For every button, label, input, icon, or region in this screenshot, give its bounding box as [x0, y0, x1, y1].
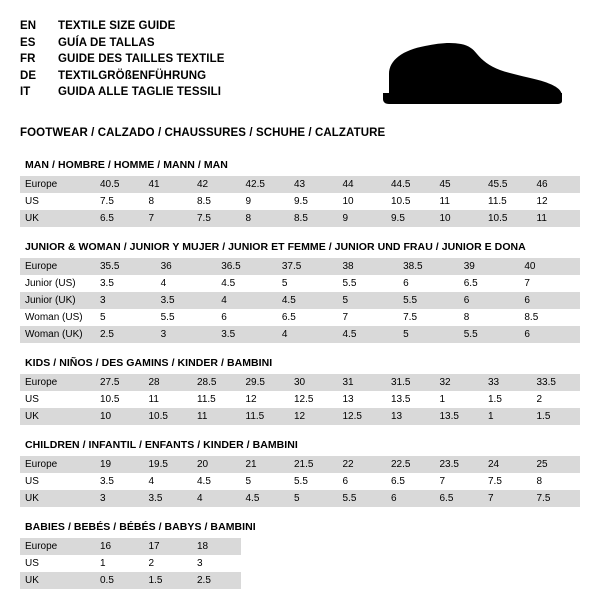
row-label: US	[20, 473, 95, 490]
cell: 16	[95, 538, 144, 555]
cell: 5.5	[289, 473, 338, 490]
cell: 4	[277, 326, 338, 343]
cell: 2	[532, 391, 581, 408]
cell: 6.5	[277, 309, 338, 326]
cell: 22.5	[386, 456, 435, 473]
table-row	[20, 456, 580, 473]
cell: 35.5	[95, 258, 156, 275]
cell: 6	[216, 309, 277, 326]
cell: 3.5	[144, 490, 193, 507]
cell: 22	[338, 456, 387, 473]
cell: 13.5	[435, 408, 484, 425]
cell: 3	[156, 326, 217, 343]
table-row	[20, 391, 580, 408]
cell: 44	[338, 176, 387, 193]
cell: 0.5	[95, 572, 144, 589]
cell: 1	[483, 408, 532, 425]
language-title: TEXTILE SIZE GUIDE	[58, 20, 176, 32]
cell-empty	[241, 572, 290, 589]
cell: 13	[338, 391, 387, 408]
cell-empty	[435, 538, 484, 555]
cell: 45	[435, 176, 484, 193]
row-label: Woman (US)	[20, 309, 95, 326]
cell: 10.5	[386, 193, 435, 210]
cell: 9	[338, 210, 387, 227]
cell: 3	[95, 490, 144, 507]
table-row	[20, 473, 580, 490]
cell: 38.5	[398, 258, 459, 275]
cell: 5	[338, 292, 399, 309]
cell: 5	[289, 490, 338, 507]
cell-empty	[289, 555, 338, 572]
cell: 5.5	[156, 309, 217, 326]
cell: 23.5	[435, 456, 484, 473]
cell-empty	[338, 572, 387, 589]
cell: 20	[192, 456, 241, 473]
cell: 40.5	[95, 176, 144, 193]
cell: 3.5	[95, 473, 144, 490]
cell: 8	[144, 193, 193, 210]
row-label: Europe	[20, 258, 95, 275]
cell: 6.5	[435, 490, 484, 507]
row-label: US	[20, 555, 95, 572]
cell: 3.5	[156, 292, 217, 309]
cell: 29.5	[241, 374, 290, 391]
row-label: US	[20, 193, 95, 210]
cell-empty	[386, 555, 435, 572]
cell: 2.5	[95, 326, 156, 343]
cell: 1.5	[532, 408, 581, 425]
table-row	[20, 292, 580, 309]
spacer	[20, 507, 580, 521]
cell: 6.5	[95, 210, 144, 227]
cell: 4.5	[241, 490, 290, 507]
table-row	[20, 193, 580, 210]
cell: 3.5	[216, 326, 277, 343]
cell: 4	[144, 473, 193, 490]
language-row	[20, 51, 225, 68]
cell: 7.5	[398, 309, 459, 326]
size-table-babies	[20, 538, 580, 589]
category-title: FOOTWEAR / CALZADO / CHAUSSURES / SCHUHE / CALZATURE	[20, 127, 386, 139]
cell: 8.5	[289, 210, 338, 227]
cell: 4	[192, 490, 241, 507]
cell: 43	[289, 176, 338, 193]
section-title: KIDS / NIÑOS / DES GAMINS / KINDER / BAMBINI	[25, 357, 273, 369]
section-title: MAN / HOMBRE / HOMME / MANN / MAN	[25, 159, 228, 171]
cell: 8	[241, 210, 290, 227]
cell: 10	[435, 210, 484, 227]
table-row	[20, 490, 580, 507]
cell-empty	[386, 538, 435, 555]
cell: 30	[289, 374, 338, 391]
table-row	[20, 408, 580, 425]
cell: 6	[459, 292, 520, 309]
size-table-children	[20, 456, 580, 507]
cell: 3.5	[95, 275, 156, 292]
row-label: Europe	[20, 538, 95, 555]
table-row	[20, 176, 580, 193]
cell: 11	[532, 210, 581, 227]
cell-empty	[289, 572, 338, 589]
cell: 21.5	[289, 456, 338, 473]
cell: 4.5	[338, 326, 399, 343]
cell: 5.5	[338, 490, 387, 507]
cell: 6.5	[386, 473, 435, 490]
cell: 12.5	[289, 391, 338, 408]
cell: 21	[241, 456, 290, 473]
cell: 13	[386, 408, 435, 425]
language-title: GUIDA ALLE TAGLIE TESSILI	[58, 86, 222, 98]
cell: 41	[144, 176, 193, 193]
size-table-junior-woman	[20, 258, 580, 343]
cell-empty	[532, 555, 581, 572]
row-label: UK	[20, 210, 95, 227]
cell: 12	[289, 408, 338, 425]
cell: 6	[386, 490, 435, 507]
cell: 10.5	[483, 210, 532, 227]
cell: 5	[398, 326, 459, 343]
size-table-man	[20, 176, 580, 227]
cell-empty	[483, 538, 532, 555]
cell: 44.5	[386, 176, 435, 193]
cell: 11	[144, 391, 193, 408]
cell: 7	[435, 473, 484, 490]
language-code: IT	[20, 86, 31, 98]
cell: 6	[338, 473, 387, 490]
cell: 7	[144, 210, 193, 227]
header	[20, 18, 580, 110]
cell: 32	[435, 374, 484, 391]
dress-shoe-icon	[381, 30, 566, 110]
cell-empty	[241, 538, 290, 555]
cell: 7	[519, 275, 580, 292]
cell: 10.5	[144, 408, 193, 425]
cell: 31	[338, 374, 387, 391]
cell: 5.5	[338, 275, 399, 292]
language-code: DE	[20, 69, 37, 82]
cell: 37.5	[277, 258, 338, 275]
cell: 28	[144, 374, 193, 391]
cell: 17	[144, 538, 193, 555]
table-row	[20, 258, 580, 275]
cell: 12	[241, 391, 290, 408]
cell: 36	[156, 258, 217, 275]
cell: 40	[519, 258, 580, 275]
table-row	[20, 555, 580, 572]
cell: 7.5	[192, 210, 241, 227]
spacer	[20, 425, 580, 439]
cell: 31.5	[386, 374, 435, 391]
cell: 8.5	[519, 309, 580, 326]
cell: 7.5	[532, 490, 581, 507]
cell: 2	[144, 555, 193, 572]
cell: 5	[241, 473, 290, 490]
cell: 42.5	[241, 176, 290, 193]
cell: 11.5	[241, 408, 290, 425]
row-label: US	[20, 391, 95, 408]
language-row	[20, 84, 225, 101]
table-row	[20, 309, 580, 326]
cell: 3	[192, 555, 241, 572]
cell: 33.5	[532, 374, 581, 391]
cell: 1	[95, 555, 144, 572]
cell: 46	[532, 176, 581, 193]
cell: 19.5	[144, 456, 193, 473]
cell: 10.5	[95, 391, 144, 408]
cell-empty	[338, 538, 387, 555]
cell: 4	[216, 292, 277, 309]
section-title: BABIES / BEBÉS / BÉBÉS / BABYS / BAMBINI	[25, 521, 256, 533]
table-row	[20, 374, 580, 391]
cell: 7	[338, 309, 399, 326]
cell: 6	[519, 326, 580, 343]
table-row	[20, 326, 580, 343]
row-label: UK	[20, 408, 95, 425]
language-title: GUIDE DES TAILLES TEXTILE	[58, 53, 225, 65]
cell: 11.5	[483, 193, 532, 210]
language-list	[20, 18, 225, 101]
cell: 36.5	[216, 258, 277, 275]
cell: 8	[532, 473, 581, 490]
language-row	[20, 18, 225, 35]
cell: 19	[95, 456, 144, 473]
cell: 5	[277, 275, 338, 292]
cell-empty	[386, 572, 435, 589]
cell: 11	[435, 193, 484, 210]
cell: 4	[156, 275, 217, 292]
cell: 11	[192, 408, 241, 425]
cell: 12.5	[338, 408, 387, 425]
row-label: Europe	[20, 456, 95, 473]
section-kids	[20, 357, 580, 425]
cell-empty	[532, 538, 581, 555]
section-title: JUNIOR & WOMAN / JUNIOR Y MUJER / JUNIOR ET FEMME / JUNIOR UND FRAU / JUNIOR E DONA	[25, 241, 526, 253]
language-code: EN	[20, 20, 37, 32]
cell: 4.5	[277, 292, 338, 309]
cell: 9.5	[289, 193, 338, 210]
cell: 1.5	[144, 572, 193, 589]
row-label: Junior (US)	[20, 275, 95, 292]
cell: 28.5	[192, 374, 241, 391]
row-label: Europe	[20, 176, 95, 193]
cell: 7	[483, 490, 532, 507]
section-man	[20, 159, 580, 227]
section-children	[20, 439, 580, 507]
language-code: FR	[20, 53, 36, 65]
cell: 18	[192, 538, 241, 555]
language-title: TEXTILGRÖßENFÜHRUNG	[58, 69, 207, 82]
cell: 9	[241, 193, 290, 210]
cell: 5.5	[459, 326, 520, 343]
section-babies	[20, 521, 580, 589]
cell: 39	[459, 258, 520, 275]
cell: 6	[519, 292, 580, 309]
language-row	[20, 68, 225, 85]
cell-empty	[338, 555, 387, 572]
row-label: Junior (UK)	[20, 292, 95, 309]
cell: 6	[398, 275, 459, 292]
cell: 27.5	[95, 374, 144, 391]
cell: 8	[459, 309, 520, 326]
language-code: ES	[20, 36, 36, 49]
cell: 1.5	[483, 391, 532, 408]
table-row	[20, 538, 580, 555]
cell: 24	[483, 456, 532, 473]
cell: 13.5	[386, 391, 435, 408]
section-junior-woman	[20, 241, 580, 343]
spacer	[20, 139, 580, 159]
size-table-kids	[20, 374, 580, 425]
language-title: GUÍA DE TALLAS	[58, 36, 155, 49]
cell: 10	[338, 193, 387, 210]
cell: 42	[192, 176, 241, 193]
cell: 1	[435, 391, 484, 408]
cell-empty	[241, 555, 290, 572]
cell-empty	[435, 572, 484, 589]
cell: 38	[338, 258, 399, 275]
row-label: Woman (UK)	[20, 326, 95, 343]
cell: 11.5	[192, 391, 241, 408]
cell: 3	[95, 292, 156, 309]
table-row	[20, 572, 580, 589]
cell-empty	[289, 538, 338, 555]
table-row	[20, 210, 580, 227]
spacer	[20, 343, 580, 357]
table-row	[20, 275, 580, 292]
cell: 5	[95, 309, 156, 326]
cell: 45.5	[483, 176, 532, 193]
cell: 10	[95, 408, 144, 425]
cell: 12	[532, 193, 581, 210]
cell: 7.5	[483, 473, 532, 490]
cell: 4.5	[216, 275, 277, 292]
cell: 5.5	[398, 292, 459, 309]
row-label: Europe	[20, 374, 95, 391]
cell: 25	[532, 456, 581, 473]
cell: 9.5	[386, 210, 435, 227]
cell: 6.5	[459, 275, 520, 292]
row-label: UK	[20, 490, 95, 507]
spacer	[20, 227, 580, 241]
cell: 33	[483, 374, 532, 391]
cell-empty	[483, 555, 532, 572]
cell: 4.5	[192, 473, 241, 490]
language-row	[20, 35, 225, 52]
cell: 8.5	[192, 193, 241, 210]
cell: 7.5	[95, 193, 144, 210]
row-label: UK	[20, 572, 95, 589]
cell: 2.5	[192, 572, 241, 589]
cell-empty	[483, 572, 532, 589]
cell-empty	[435, 555, 484, 572]
section-title: CHILDREN / INFANTIL / ENFANTS / KINDER / BAMBINI	[25, 439, 298, 451]
cell-empty	[532, 572, 581, 589]
